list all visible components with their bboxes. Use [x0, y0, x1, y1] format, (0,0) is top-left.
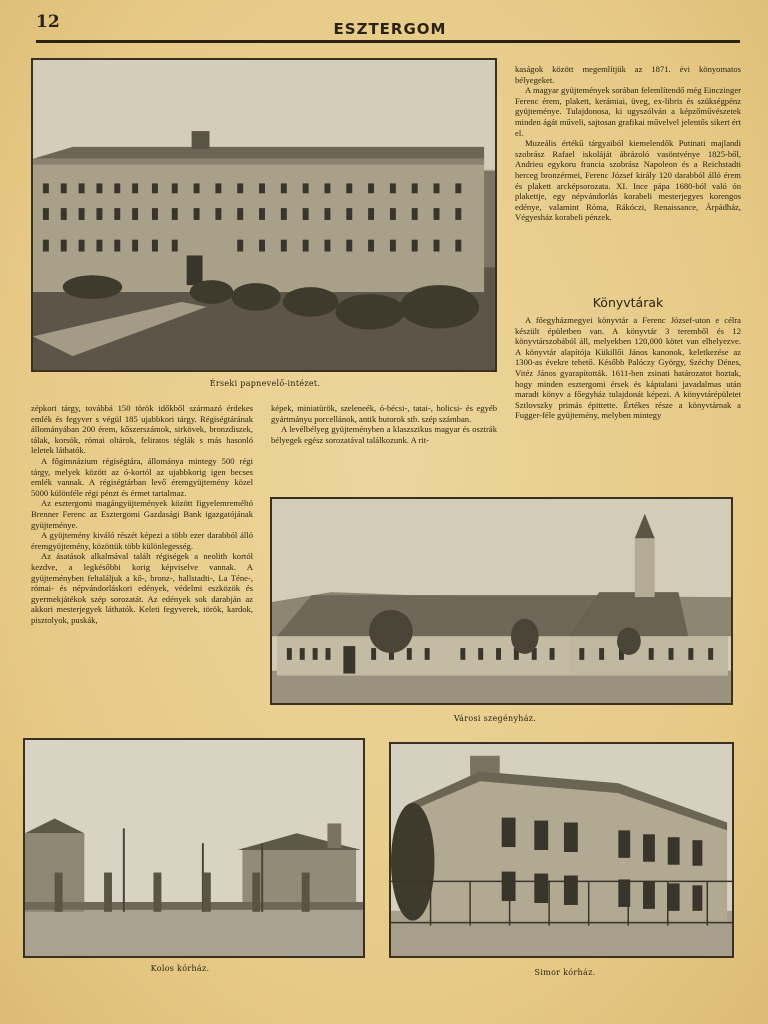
paragraph: A gyüjtemény kiváló részét képezi a több ezer darabból álló éremgyüjtemény, közöttük több különlegesség. — [31, 530, 253, 551]
page-number: 12 — [36, 12, 60, 32]
paragraph: A magyar gyüjtemények sorában felemlítendő még Einczinger Ferenc érem, plakett, kerámiai, üveg, ex-libris és szükségpénz gyüjteménye. Tulajdonosa, ki ugyszólván a képzőművészetek minden ágát műveli, sajtosan grafikai művelvel jelentős sikert ért el. — [515, 85, 741, 138]
kolos-hospital-caption: Kolos kórház. — [150, 964, 210, 973]
middle-column-text — [271, 403, 497, 445]
paragraph: képek, miniatürök, szeleneék, ó-bécsi-, tatai-, holicsi- és egyéb gyártmányu porcellánok, antik butorok stb. szép számban. — [271, 403, 497, 424]
poorhouse-photo — [270, 497, 733, 705]
simor-hospital-photo — [389, 742, 734, 958]
header-rule — [36, 40, 740, 43]
paragraph: Az esztergomi magángyüjtemények között figyelemreméltó Brenner Ferenc az Esztergomi Gazdasági Bank igazgatójának gyüjteménye. — [31, 498, 253, 530]
right-column-text — [515, 64, 741, 223]
section-heading-libraries: Könyvtárak — [592, 295, 664, 310]
left-column-text — [31, 403, 253, 625]
library-text — [515, 315, 741, 421]
paragraph: Muzeális értékű tárgyaiból kiemelendők Putinati majlandi szobrász Rafael iskoláját ábrázoló vasöntvénye 1825-ből, Andrieu egykoru francia szobrász Napoleon és a Reichstadti herceg bronzérmei, Ferenc József király 120 darabból álló érem és plakett arcképsorozata. XI. Ince pápa 1680-ból való ón plakettje, egy népvándorlás korabeli mesterjegyes korengos edénye, valamint Róma, Rákóczi, Renaissance, Árpádház, Végyesház korabeli pénzek. — [515, 138, 741, 223]
paragraph: A levélbélyeg gyüjteményben a klaszszikus magyar és osztrák bélyegek egész sorozatával találkozunk. A rit- — [271, 424, 497, 445]
simor-hospital-caption: Simor kórház. — [534, 968, 596, 977]
seminary-caption: Érseki papnevelő-intézet. — [209, 379, 321, 388]
paragraph: A főegyházmegyei könyvtár a Ferenc József-uton e célra készült épületben van. A könyvtár 3 teremből és 12 könyvtárszobából áll, melyekben 120,000 kötet van elhelyezve. A könyvtár alapítója Kükillői János kanonok, keletkezése az 1300-as évekre tehető. Később Palóczy György, Széchy Dénes, Vitéz János gyarapították. 1611-ben zsinati határozatot hoztak, hogy minden esztergomi érsek és káptalani javadalmas után maradt könyv a főegyház tulajdonát képezi. A könyvtárépületet Sztlovszky primás épittette. Értékes része a könyvtárnak a Fugger-féle gyüjtemény, melyben mintegy — [515, 315, 741, 421]
seminary-photo — [31, 58, 497, 372]
paragraph: kaságok között megemlítjük az 1871. évi könyomatos bélyegeket. — [515, 64, 741, 85]
kolos-hospital-photo — [23, 738, 365, 958]
paragraph: Az ásatások alkalmával talált régiségek a neolith kortól kezdve, a legkésőbbi korig képviselve vannak. A gyüjteményben feltaláljuk a kő-, bronz-, hallstadti-, La Téne-, római- és népvándorláskori edények, védelmi eszközök és gyermekjátékok szép sorozatát. Az edények sok darabján az akkori mesterjegyek láthatók. Keleti fegyverek, török, kardok, pisztolyok, puskák, — [31, 551, 253, 625]
paragraph: zépkori tárgy, továbbá 150 török időkből származó érdekes emlék és fegyver s végül 185 ujabbkori tárgy. Régiségtárának állományában 200 érem, kőszerszámok, sirkövek, bronzdiszek, tálak, korsók, római oltárok, feliratos téglák s más hasonló leletek láthatók. — [31, 403, 253, 456]
paragraph: A főgimnázium régiségtára, állománya mintegy 500 régi tárgy, melyek között az ó-kortól az ujabbkorig igen becses emlék vannak. A régiségtárban levő éremgyüjtemény közel 5000 különféle régi pénzt és érmet tartalmaz. — [31, 455, 253, 498]
running-title: ESZTERGOM — [333, 20, 447, 38]
poorhouse-caption: Városi szegényház. — [453, 714, 537, 723]
